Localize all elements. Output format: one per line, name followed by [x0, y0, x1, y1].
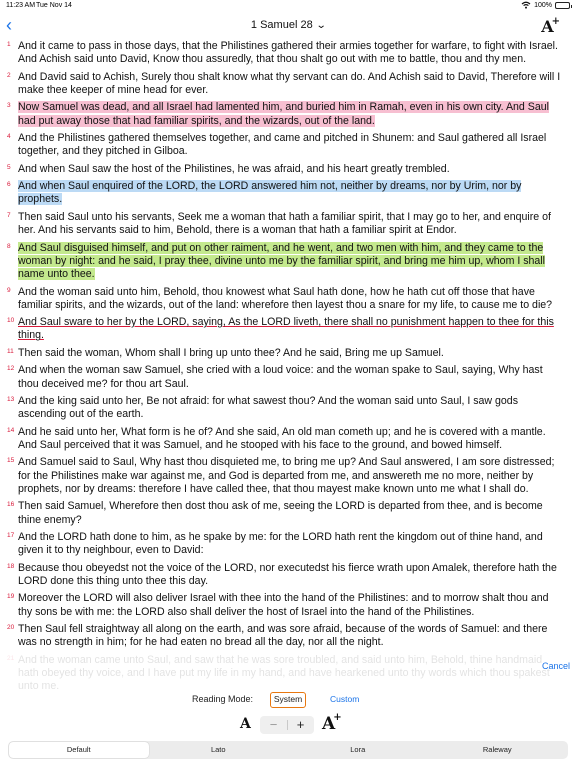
verse-text: Because thou obeyedst not the voice of the LORD, nor executedst his fierce wrath upon Amalek, therefore hath the LORD done this thing unto thee this day.: [18, 561, 557, 587]
verse-number: 18: [7, 562, 15, 570]
verse[interactable]: [7, 40, 567, 67]
verse-number: 19: [7, 593, 15, 601]
verse-number: 11: [7, 347, 14, 355]
verse[interactable]: [7, 562, 567, 589]
back-button[interactable]: ‹: [6, 15, 12, 35]
status-date: Tue Nov 14: [36, 2, 72, 9]
verse-number: 9: [7, 286, 11, 294]
increase-font-button[interactable]: +: [296, 717, 305, 732]
verse-text: And the LORD hath done to him, as he spake by me: for the LORD hath rent the kingdom out of thine hand, and given it to thy neighbour, even to David:: [18, 531, 543, 557]
verse[interactable]: [7, 347, 567, 360]
chapter-selector[interactable]: [0, 19, 576, 31]
font-tab-lato[interactable]: Lato: [210, 745, 226, 754]
verse[interactable]: [7, 456, 567, 496]
verse-text: And the woman said unto him, Behold, thou knowest what Saul hath done, how he hath cut off those that have familiar spirits, and the wizards, out of the land: wherefore then layest thou a snare for my life, to cause me to die?: [18, 285, 553, 311]
verse[interactable]: [7, 71, 567, 98]
verse-number: 14: [7, 426, 15, 434]
verse-text: And when Saul saw the host of the Philistines, he was afraid, and his heart greatly trembled.: [18, 162, 450, 175]
verse[interactable]: [7, 364, 567, 391]
wifi-icon: [521, 1, 531, 9]
verse-text: Then said Samuel, Wherefore then dost thou ask of me, seeing the LORD is departed from thee, and is become thine enemy?: [18, 500, 543, 526]
verse[interactable]: [7, 395, 567, 422]
font-tab-default[interactable]: Default: [9, 742, 149, 758]
verse-number: 10: [7, 317, 15, 325]
verse-number: 7: [7, 211, 11, 219]
font-size-stepper: [260, 716, 314, 734]
verse[interactable]: [7, 426, 567, 453]
verse[interactable]: [7, 500, 567, 527]
verse-number: 12: [7, 365, 15, 373]
verse-number: 8: [7, 242, 11, 250]
status-time: 11:23 AM: [6, 2, 36, 9]
verse-number: 2: [7, 71, 11, 79]
verse-number: 6: [7, 181, 11, 189]
nav-bar: [0, 12, 576, 40]
verse-number: 20: [7, 624, 15, 632]
font-tab-raleway[interactable]: Raleway: [482, 745, 512, 754]
verse[interactable]: [7, 242, 567, 282]
verse-number: 4: [7, 133, 11, 141]
verse-number: 3: [7, 102, 11, 110]
verse[interactable]: [7, 211, 567, 238]
verse-number: 13: [7, 395, 15, 403]
verse[interactable]: [7, 316, 567, 343]
verse[interactable]: [7, 180, 567, 207]
chevron-down-icon: ⌄: [315, 20, 327, 31]
chapter-text: [7, 40, 567, 698]
verse-text: And Saul disguised himself, and put on other raiment, and he went, and two men with him, and they came to the woman by night: and he said, I pray thee, divine unto me by the familiar spirit, and bring me him up, whom I shall name unto thee.: [18, 241, 546, 281]
verse[interactable]: [7, 623, 567, 650]
verse[interactable]: [7, 286, 567, 313]
reading-mode-row: [0, 692, 576, 708]
verse-number: 16: [7, 501, 15, 509]
verse[interactable]: [7, 592, 567, 619]
verse-text: Now Samuel was dead, and all Israel had lamented him, and buried him in Ramah, even in his own city. And Saul had put away those that had familiar spirits, and the wizards, out of the land.: [18, 101, 549, 127]
verse-number: 15: [7, 457, 15, 465]
verse-text: And it came to pass in those days, that the Philistines gathered their armies together for warfare, to fight with Israel. And Achish said unto David, Know thou assuredly, that thou shalt go out with me to battle, thou and thy men.: [18, 40, 558, 66]
verse[interactable]: [7, 163, 567, 176]
battery-icon: [555, 2, 570, 9]
verse[interactable]: [7, 531, 567, 558]
cancel-button[interactable]: Cancel: [541, 661, 570, 671]
font-smaller-icon: A: [240, 716, 251, 732]
font-tab-lora[interactable]: Lora: [350, 745, 366, 754]
font-size-icon: A: [541, 17, 554, 36]
verse-text: And when Saul enquired of the LORD, the LORD answered him not, neither by dreams, nor by Urim, nor by prophets.: [18, 180, 522, 206]
verse-text: And Saul sware to her by the LORD, saying, As the LORD liveth, there shall no punishment happen to thee for this thing.: [18, 316, 554, 342]
font-larger-letter: A: [322, 714, 336, 734]
reading-mode-custom-button[interactable]: Custom: [330, 694, 360, 704]
verse-text: And the Philistines gathered themselves together, and came and pitched in Shunem: and Saul gathered all Israel together, and they pitched in Gilboa.: [18, 132, 547, 158]
font-size-row: [0, 712, 576, 734]
verse[interactable]: [7, 101, 567, 128]
verse-number: 5: [7, 163, 11, 171]
verse-text: Moreover the LORD will also deliver Israel with thee into the hand of the Philistines: and to morrow shalt thou and thy sons be with me: the LORD also shall deliver the host of Israel into the hand of the Philistines.: [18, 592, 549, 618]
reading-mode-label: Reading Mode:: [192, 694, 254, 704]
font-size-button[interactable]: A+: [541, 15, 560, 36]
verse-text: Then said the woman, Whom shall I bring up unto thee? And he said, Bring me up Samuel.: [18, 346, 444, 359]
reading-mode-system-button[interactable]: System: [270, 692, 306, 708]
verse-text: And the king said unto her, Be not afraid: for what sawest thou? And the woman said unto Saul, I saw gods ascending out of the earth.: [18, 394, 518, 421]
verse-number: 17: [7, 532, 15, 539]
status-indicators: [521, 1, 570, 9]
verse[interactable]: [7, 132, 567, 159]
chapter-title: 1 Samuel 28: [250, 19, 313, 31]
verse-text: And when the woman saw Samuel, she cried with a loud voice: and the woman spake to Saul, saying, Why hast thou deceived me? for thou art Saul.: [18, 364, 543, 390]
font-larger-icon: A+: [322, 712, 342, 734]
verse-text: And Samuel said to Saul, Why hast thou disquieted me, to bring me up? And Saul answered, I am sore distressed; for the Philistines make war against me, and God is departed from me, and answereth me no more, neither by prophets, nor by dreams: therefore I have called thee, that thou mayest make known unto me what I shall do.: [18, 456, 555, 495]
decrease-font-button[interactable]: −: [269, 717, 278, 732]
verse-text: Then said Saul unto his servants, Seek me a woman that hath a familiar spirit, that I may go to her, and enquire of her. And his servants said to him, Behold, there is a woman that hath a familiar spirit at Endor.: [18, 210, 551, 237]
verse-text: And David said to Achish, Surely thou shalt know what thy servant can do. And Achish said to David, Therefore will I make thee keeper of mine head for ever.: [18, 70, 561, 96]
battery-percent: 100%: [534, 1, 552, 9]
verse-text: And he said unto her, What form is he of? And she said, An old man cometh up; and he is covered with a mantle. And Saul perceived that it was Samuel, and he stooped with his face to the ground, and bowed himself.: [18, 425, 546, 451]
status-bar: [0, 0, 576, 12]
verse-number: 1: [7, 41, 11, 48]
verse-text: Then Saul fell straightway all along on the earth, and was sore afraid, because of the words of Samuel: and there was no strength in him; for he had eaten no bread all the day, nor all the night.: [18, 623, 548, 649]
font-family-tabs: [8, 741, 568, 759]
